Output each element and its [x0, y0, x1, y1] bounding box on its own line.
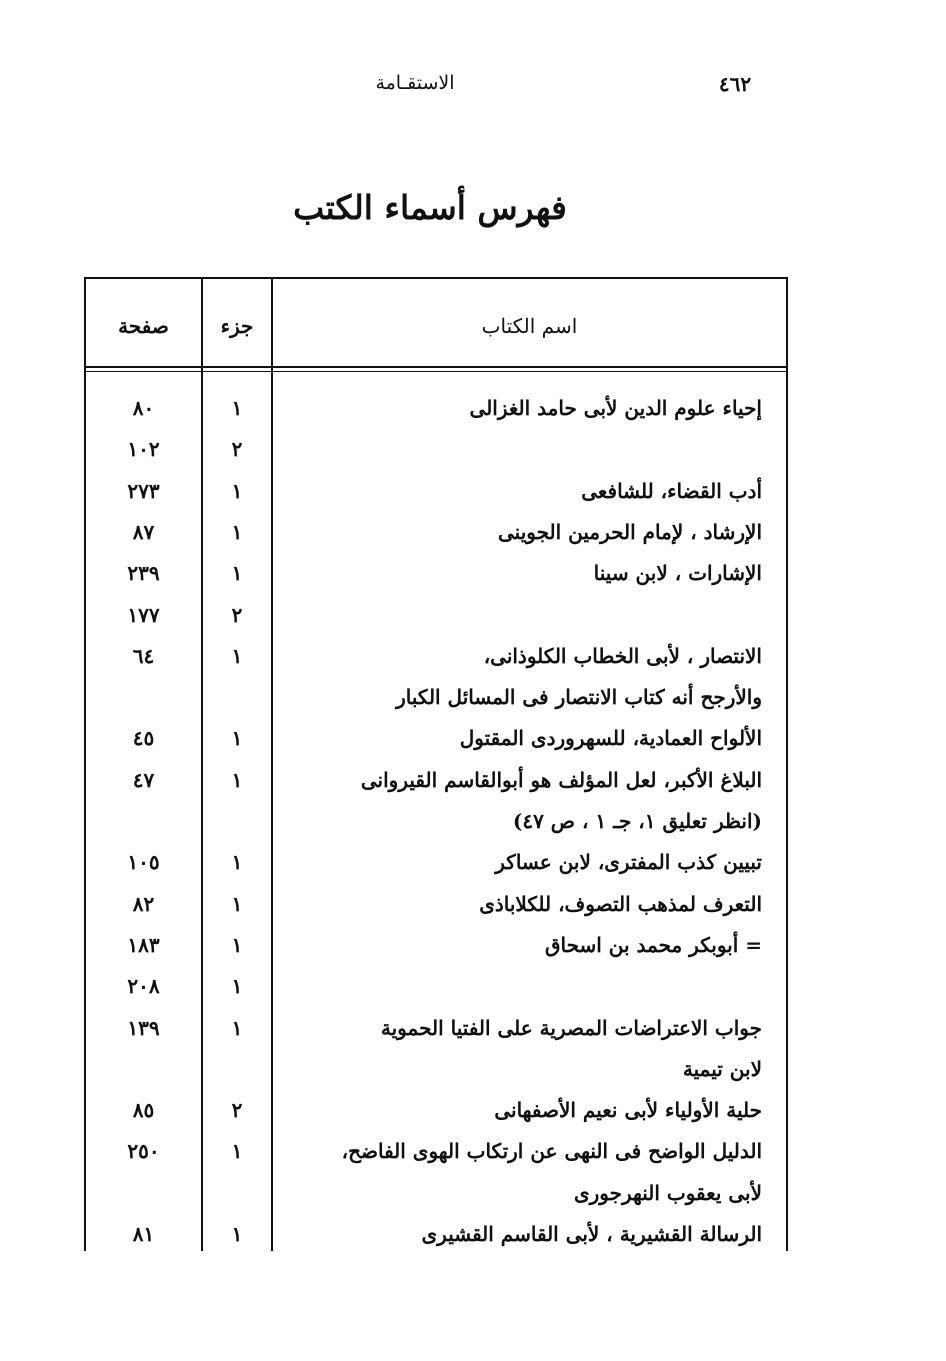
part-number [203, 1049, 271, 1089]
part-number: ١ [231, 520, 243, 544]
book-title: الإرشاد ، لإمام الحرمين الجوينى [497, 520, 762, 544]
book-title [290, 429, 762, 469]
column-header-part: جزء [220, 314, 254, 338]
index-title: فهرس أسماء الكتب [293, 188, 567, 227]
page-number-cell [86, 801, 201, 841]
page-number-cell: ١٧٧ [127, 603, 160, 627]
part-number: ١ [231, 396, 243, 420]
table-right-border [786, 277, 788, 1251]
part-number: ١ [231, 892, 243, 916]
part-number: ٢ [231, 603, 243, 627]
running-title: الاستقـامة [375, 72, 455, 94]
page-number-cell: ٤٧ [132, 768, 155, 792]
part-number [203, 801, 271, 841]
page-number-cell: ٢٥٠ [127, 1139, 160, 1163]
book-title [290, 595, 762, 635]
book-title: تبيين كذب المفترى، لابن عساكر [495, 850, 762, 874]
page-number-cell: ٤٥ [132, 726, 155, 750]
page-number-cell [86, 1049, 201, 1089]
table-header-divider-double [84, 371, 788, 372]
page-number-cell: ٨١ [132, 1222, 155, 1246]
column-header-title: اسم الكتاب [481, 314, 578, 338]
page-number-cell: ٨٧ [132, 520, 155, 544]
page-number-cell: ٨٥ [132, 1098, 155, 1122]
part-number: ١ [231, 768, 243, 792]
table-header-divider [84, 366, 788, 368]
column-divider-part [271, 277, 273, 1251]
part-number: ١ [231, 1222, 243, 1246]
part-number: ١ [231, 974, 243, 998]
page-number-cell: ٨٠ [132, 396, 155, 420]
page-number-cell: ١٠٢ [127, 437, 160, 461]
book-title [290, 966, 762, 1006]
book-title: الإشارات ، لابن سينا [593, 561, 762, 585]
part-number [203, 1173, 271, 1213]
book-title: لأبى يعقوب النهرجورى [573, 1181, 762, 1205]
page-number-cell [86, 677, 201, 717]
book-title: لابن تيمية [682, 1057, 762, 1081]
book-title: حلية الأولياء لأبى نعيم الأصفهانى [494, 1098, 762, 1122]
page-number-cell: ٢٧٣ [127, 479, 160, 503]
page-number-cell [86, 1173, 201, 1213]
page-number-cell: ١٨٣ [127, 933, 160, 957]
part-number: ١ [231, 850, 243, 874]
table-top-border [84, 277, 788, 279]
part-number: ١ [231, 1016, 243, 1040]
book-title: الدليل الواضح فى النهى عن ارتكاب الهوى الفاضح، [341, 1139, 762, 1163]
book-title: التعرف لمذهب التصوف، للكلاباذى [479, 892, 762, 916]
page-number-cell: ٨٢ [132, 892, 155, 916]
book-title: إحياء علوم الدين لأبى حامد الغزالى [469, 396, 762, 420]
page-number: ٤٦٢ [718, 72, 752, 96]
part-number: ١ [231, 479, 243, 503]
book-title: = أبوبكر محمد بن اسحاق [544, 933, 762, 957]
book-title: البلاغ الأكبر، لعل المؤلف هو أبوالقاسم القيروانى [360, 768, 762, 792]
page-number-cell: ١٠٥ [127, 850, 160, 874]
part-number [203, 677, 271, 717]
part-number: ١ [231, 561, 243, 585]
part-number: ٢ [231, 437, 243, 461]
book-title: أدب القضاء، للشافعى [581, 479, 762, 503]
book-title: الألواح العمادية، للسهروردى المقتول [459, 726, 762, 750]
part-number: ١ [231, 1139, 243, 1163]
column-header-page: صفحة [118, 314, 169, 338]
book-title: جواب الاعتراضات المصرية على الفتيا الحموية [380, 1016, 762, 1040]
book-title: والأرجح أنه كتاب الانتصار فى المسائل الكبار [396, 685, 762, 709]
page-number-cell: ٢٣٩ [127, 561, 160, 585]
book-title: الرسالة القشيرية ، لأبى القاسم القشيرى [421, 1222, 762, 1246]
page-number-cell: ١٣٩ [127, 1016, 160, 1040]
page-number-cell: ٦٤ [132, 644, 155, 668]
part-number: ١ [231, 644, 243, 668]
part-number: ١ [231, 933, 243, 957]
part-number: ٢ [231, 1098, 243, 1122]
book-title: (انظر تعليق ١، جـ ١ ، ص ٤٧) [512, 809, 762, 833]
part-number: ١ [231, 726, 243, 750]
page-number-cell: ٢٠٨ [127, 974, 160, 998]
book-title: الانتصار ، لأبى الخطاب الكلوذانى، [483, 644, 762, 668]
